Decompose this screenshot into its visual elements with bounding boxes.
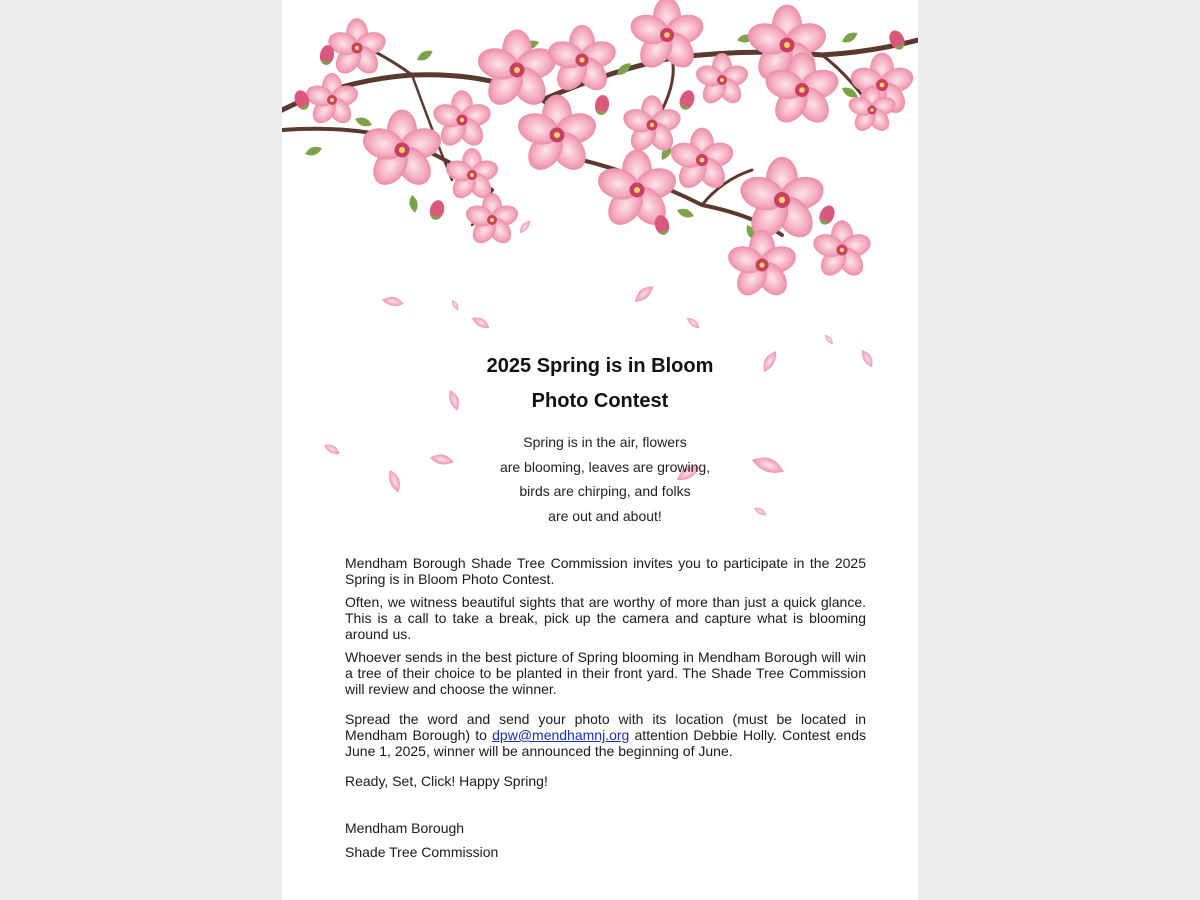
signature-commission: Shade Tree Commission	[345, 844, 499, 860]
verse-line: are blooming, leaves are growing,	[499, 458, 711, 475]
page-title-line2: Photo Contest	[531, 390, 669, 412]
submission-text-after: attention Debbie Holly. Contest ends June 1, 2025, winner will be announced the beginning of June.	[345, 727, 866, 759]
blossoms	[303, 0, 916, 301]
page-title-line1: 2025 Spring is in Bloom	[486, 355, 714, 377]
closing-line: Ready, Set, Click! Happy Spring!	[345, 773, 548, 789]
call-paragraph: Often, we witness beautiful sights that are worthy of more than just a quick glance. This is a call to take a break, pick up the camera and capture what is blooming around us.	[345, 594, 866, 642]
submission-text-before: Spread the word and send your photo with its location (must be located in Mendham Borough) to	[345, 711, 866, 743]
signature-organization: Mendham Borough	[345, 820, 465, 836]
submission-paragraph	[345, 711, 866, 759]
flyer-page	[282, 0, 918, 900]
invitation-paragraph: Mendham Borough Shade Tree Commission invites you to participate in the 2025 Spring is in Bloom Photo Contest.	[345, 555, 866, 587]
intro-verse	[282, 430, 918, 528]
verse-line: birds are chirping, and folks	[519, 483, 691, 499]
contest-details	[345, 555, 866, 796]
verse-line: Spring is in the air, flowers	[523, 434, 687, 450]
email-link[interactable]: dpw@mendhamnj.org	[492, 727, 630, 743]
verse-line: are out and about!	[548, 507, 662, 524]
prize-paragraph: Whoever sends in the best picture of Spring blooming in Mendham Borough will win a tree of their choice to be planted in their front yard. The Shade Tree Commission will review and choose the winner.	[345, 649, 866, 697]
